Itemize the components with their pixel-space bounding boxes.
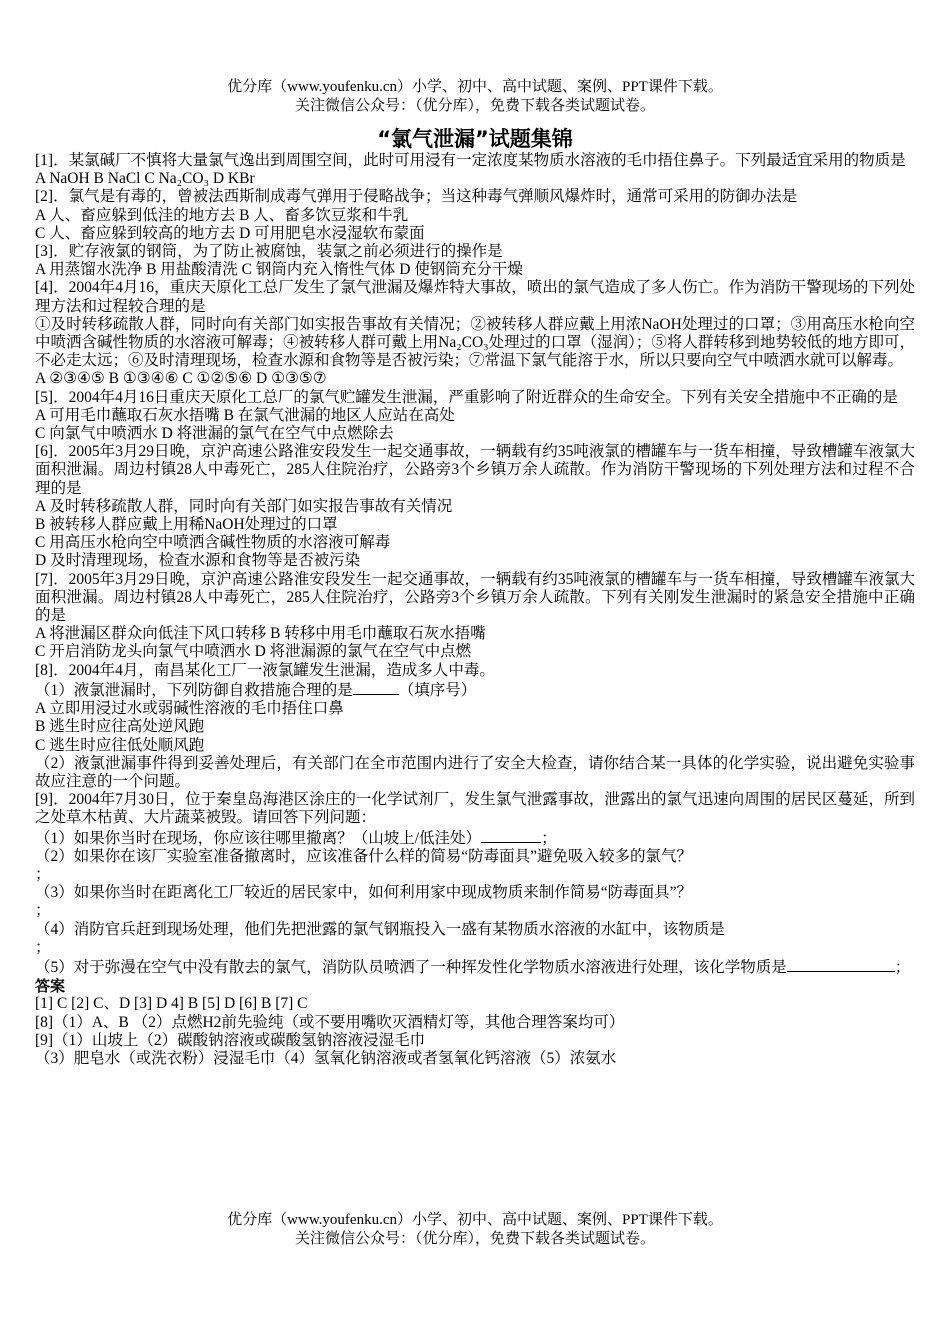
- text-line: C 逃生时应往低处顺风跑: [35, 736, 205, 754]
- text-line: C 用高压水枪向空中喷洒含碱性物质的水溶液可解毒: [35, 534, 391, 552]
- footer-line-2: 关注微信公众号：（优分库），免费下载各类试题试卷。: [294, 1231, 655, 1247]
- q9-part2: （2）如果你在该厂实验室准备撤离时，应该准备什么样的简易“防毒面具”避免吸入较多的氯气？: [35, 847, 693, 865]
- answer-line: [9]（1）山坡上（2）碳酸钠溶液或碳酸氢钠溶液浸湿毛巾: [35, 1031, 426, 1049]
- text-line: B 被转移人群应戴上用稀NaOH处理过的口罩: [35, 516, 338, 534]
- text-line: D 及时清理现场，检查水源和食物等是否被污染: [35, 552, 361, 570]
- text-line: A 可用毛巾蘸取石灰水捂嘴 B 在氯气泄漏的地区人应站在高处: [35, 406, 455, 424]
- header-line-1: 优分库（www.youfenku.cn）小学、初中、高中试题、案例、PPT课件下载。: [227, 79, 723, 95]
- text-line: B 逃生时应往高处逆风跑: [35, 718, 205, 736]
- text-line: C 人、畜应躲到较高的地方去 D 可用肥皂水浸湿软布蒙面: [35, 224, 425, 242]
- text-line: C 开启消防龙头向氯气中喷洒水 D 将泄漏源的氯气在空气中点燃: [35, 643, 472, 661]
- text-line: [1]．某氯碱厂不慎将大量氯气逸出到周围空间，此时可用浸有一定浓度某物质水溶液的毛巾捂住鼻子。下列最适宜采用的物质是: [35, 152, 906, 169]
- text-line: [6]．2005年3月29日晚，京沪高速公路淮安段发生一起交通事故，一辆载有约35吨液氯的槽罐车与一货车相撞，导致槽罐车液氯大面积泄漏。周边村镇28人中毒死亡，285人住院治疗，公路旁3个乡镇万余人疏散。作为消防干警现场的下列处理方法和过程不合理的是: [35, 443, 915, 497]
- text-line: ①及时转移疏散人群，同时向有关部门如实报告事故有关情况；②被转移人群应戴上用浓NaOH处理过的口罩；③用高压水枪向空中喷洒含碱性物质的水溶液可解毒；④被转移人群可戴上用Na₂CO₃处理过的口罩（湿润）；⑤将人群转移到地势较低的地方即可，不必走太远；⑥及时清理现场，检查水源和食物等是否被污染；⑦常温下氯气能溶于水，所以只要向空气中喷洒水就可以解毒。: [35, 315, 915, 370]
- text-line: A NaOH B NaCl C Na₂CO₃ D KBr: [35, 170, 255, 188]
- text-line: A ②③④⑤ B ①③④⑥ C ①②⑤⑥ D ①③⑤⑦: [35, 370, 327, 388]
- text-line: [8]．2004年4月，南昌某化工厂一液氯罐发生泄漏，造成多人中毒。: [35, 661, 495, 679]
- text-line: [4]．2004年4月16，重庆天原化工总厂发生了氯气泄漏及爆炸特大事故，喷出的氯气造成了多人伤亡。作为消防干警现场的下列处理方法和过程较合理的是: [35, 279, 915, 315]
- text-line: [3]．贮存液氯的钢筒，为了防止被腐蚀，装氯之前必须进行的操作是: [35, 243, 503, 261]
- q9-part3: （3）如果你当时在距离化工厂较近的居民家中，如何利用家中现成物质来制作简易“防毒面具”？: [35, 884, 693, 902]
- q9-part2-end: ；: [35, 865, 51, 883]
- answer-line: （3）肥皂水（或洗衣粉）浸湿毛巾（4）氢氧化钠溶液或者氢氧化钙溶液（5）浓氨水: [35, 1049, 617, 1067]
- text-line: [7]．2005年3月29日晚，京沪高速公路淮安段发生一起交通事故，一辆载有约35吨液氯的槽罐车与一货车相撞，导致槽罐车液氯大面积泄漏。周边村镇28人中毒死亡，285人住院治疗，公路旁3个乡镇万余人疏散。下列有关刚发生泄漏时的紧急安全措施中正确的是: [35, 570, 915, 625]
- text-line: A 及时转移疏散人群，同时向有关部门如实报告事故有关情况: [35, 497, 453, 515]
- footer-line-1: 优分库（www.youfenku.cn）小学、初中、高中试题、案例、PPT课件下载。: [227, 1212, 723, 1228]
- text-line: （2）液氯泄漏事件得到妥善处理后，有关部门在全市范围内进行了安全大检查，请你结合某一具体的化学实验，说出避免实验事故应注意的一个问题。: [35, 754, 915, 790]
- document-body: [35, 152, 915, 1068]
- q8-part1: （1）液氯泄漏时，下列防御自救措施合理的是 （填序号）: [35, 681, 477, 699]
- text-line: [2]．氯气是有毒的，曾被法西斯制成毒气弹用于侵略战争；当这种毒气弹顺风爆炸时，通常可采用的防御办法是: [35, 188, 798, 206]
- text-line: C 向氯气中喷洒水 D 将泄漏的氯气在空气中点燃除去: [35, 425, 394, 443]
- q9-part1: （1）如果你当时在现场，你应该往哪里撤离？（山坡上/低洼处） ；: [35, 829, 557, 847]
- answer-blank: [481, 828, 541, 843]
- header-line-2: 关注微信公众号：（优分库），免费下载各类试题试卷。: [294, 98, 655, 114]
- text-line: A 用蒸馏水洗净 B 用盐酸清洗 C 钢筒内充入惰性气体 D 使钢筒充分干燥: [35, 261, 523, 279]
- answer-blank: [787, 957, 895, 972]
- answer-line: [8]（1）A、B （2）点燃H2前先验纯（或不要用嘴吹灭酒精灯等，其他合理答案均可）: [35, 1013, 625, 1031]
- q9-part3-end: ；: [35, 902, 51, 920]
- q9-part5: （5）对于弥漫在空气中没有散去的氯气，消防队员喷洒了一种挥发性化学物质水溶液进行处理，该化学物质是 ；: [35, 958, 911, 976]
- text-line: A 立即用浸过水或弱碱性溶液的毛巾捂住口鼻: [35, 700, 344, 718]
- q9-part4: （4）消防官兵赶到现场处理，他们先把泄露的氯气钢瓶投入一盛有某物质水溶液的水缸中，该物质是: [35, 920, 725, 938]
- answer-blank: [353, 680, 399, 695]
- text-line: [5]．2004年4月16日重庆天原化工总厂的氯气贮罐发生泄漏，严重影响了附近群众的生命安全。下列有关安全措施中不正确的是: [35, 388, 898, 406]
- q9-part4-end: ；: [35, 938, 51, 956]
- answers-heading: 答案: [35, 977, 66, 996]
- text-line: A 人、畜应躲到低洼的地方去 B 人、畜多饮豆浆和牛乳: [35, 206, 409, 224]
- answer-line: [1] C [2] C、D [3] D 4] B [5] D [6] B [7] C: [35, 995, 308, 1013]
- text-line: [9]．2004年7月30日，位于秦皇岛海港区涂庄的一化学试剂厂，发生氯气泄露事故，泄露出的氯气迅速向周围的居民区蔓延，所到之处草木枯黄、大片蔬菜被毁。请回答下列问题：: [35, 791, 915, 827]
- text-line: A 将泄漏区群众向低洼下风口转移 B 转移中用毛巾蘸取石灰水捂嘴: [35, 625, 486, 643]
- document-title: “氯气泄漏”试题集锦: [377, 127, 573, 151]
- page-footer: [0, 1211, 950, 1249]
- page-header: [0, 78, 950, 116]
